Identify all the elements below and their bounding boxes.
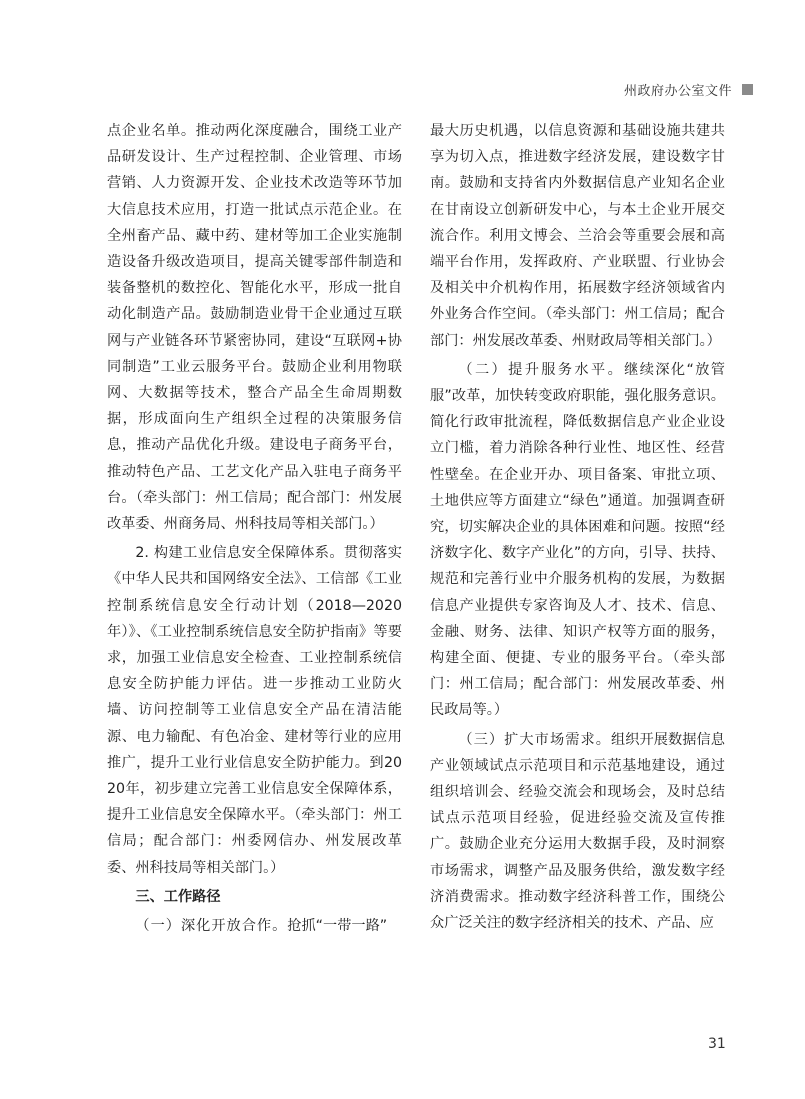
subsection-heading-3: （三）扩大市场需求。 xyxy=(458,731,611,748)
section-title: 三、工作路径 xyxy=(135,888,221,905)
left-column xyxy=(107,118,402,939)
running-header xyxy=(624,79,753,99)
right-paragraph-3-body: 组织开展数据信息产业领域试点示范项目和示范基地建设，通过组织培训会、经验交流会和现场会，及时总结试点示范项目经验，促进经验交流及宣传推广。鼓励企业充分运用大数据手段，及时洞察市场需求，调整产品及服务供给，激发数字经济消费需求。推动数字经济科普工作，围绕公众广泛关注的数字经济相关的技术、产品、应 xyxy=(430,731,725,932)
left-paragraph-3 xyxy=(107,913,402,939)
page-number: 31 xyxy=(708,1036,726,1052)
right-paragraph-3 xyxy=(430,727,725,937)
subsection-heading-1: （一）深化开放合作。 xyxy=(135,918,288,935)
right-paragraph-1: 最大历史机遇，以信息资源和基础设施共建共享为切入点，推进数字经济发展，建设数字甘南。鼓励和支持省内外数据信息产业知名企业在甘南设立创新研发中心，与本土企业开展交流合作。利用文博会、兰洽会等重要会展和高端平台作用，发挥政府、产业联盟、行业协会及相关中介机构作用，拓展数字经济领域省内外业务合作空间。（牵头部门：州工信局；配合部门：州发展改革委、州财政局等相关部门。） xyxy=(430,123,725,349)
right-paragraph-2-body: 继续深化“放管服”改革，加快转变政府职能，强化服务意识。简化行政审批流程，降低数据信息产业企业设立门槛，着力消除各种行业性、地区性、经营性壁垒。在企业开办、项目备案、审批立项、土地供应等方面建立“绿色”通道。加强调查研究，切实解决企业的具体困难和问题。按照“经济数字化、数字产业化”的方向，引导、扶持、规范和完善行业中介服务机构的发展，为数据信息产业提供专家咨询及人才、技术、信息、金融、财务、法律、知识产权等方面的服务，构建全面、便捷、专业的服务平台。（牵头部门：州工信局；配合部门：州发展改革委、州民政局等。） xyxy=(430,361,725,719)
left-paragraph-1: 点企业名单。推动两化深度融合，围绕工业产品研发设计、生产过程控制、企业管理、市场营销、人力资源开发、企业技术改造等环节加大信息技术应用，打造一批试点示范企业。在全州畜产品、藏中药、建材等加工企业实施制造设备升级改造项目，提高关键零部件制造和装备整机的数控化、智能化水平，形成一批自动化制造产品。鼓励制造业骨干企业通过互联网与产业链各环节紧密协同，建设“互联网+协同制造”工业云服务平台。鼓励企业利用物联网、大数据等技术，整合产品全生命周期数据，形成面向生产组织全过程的决策服务信息，推动产品优化升级。建设电子商务平台，推动特色产品、工艺文化产品入驻电子商务平台。（牵头部门：州工信局；配合部门：州发展改革委、州商务局、州科技局等相关部门。） xyxy=(107,123,402,533)
left-paragraph-2: 2. 构建工业信息安全保障体系。贯彻落实《中华人民共和国网络安全法》、工信部《工业控制系统信息安全行动计划（2018—2020年）》、《工业控制系统信息安全防护指南》等要求，加强工业信息安全检查、工业控制系统信息安全防护能力评估。进一步推动工业防火墙、访问控制等工业信息安全产品在清洁能源、电力输配、有色冶金、建材等行业的应用推广，提升工业行业信息安全防护能力。到2020年，初步建立完善工业信息安全保障体系，提升工业信息安全保障水平。（牵头部门：州工信局；配合部门：州委网信办、州发展改革委、州科技局等相关部门。） xyxy=(107,545,402,876)
subsection-heading-2: （二）提升服务水平。 xyxy=(458,361,625,378)
header-square-icon xyxy=(742,84,753,95)
right-paragraph-2 xyxy=(430,357,725,724)
header-title: 州政府办公室文件 xyxy=(623,83,732,99)
right-column xyxy=(430,118,725,936)
left-paragraph-3-body: 抢抓“一带一路” xyxy=(287,918,388,935)
